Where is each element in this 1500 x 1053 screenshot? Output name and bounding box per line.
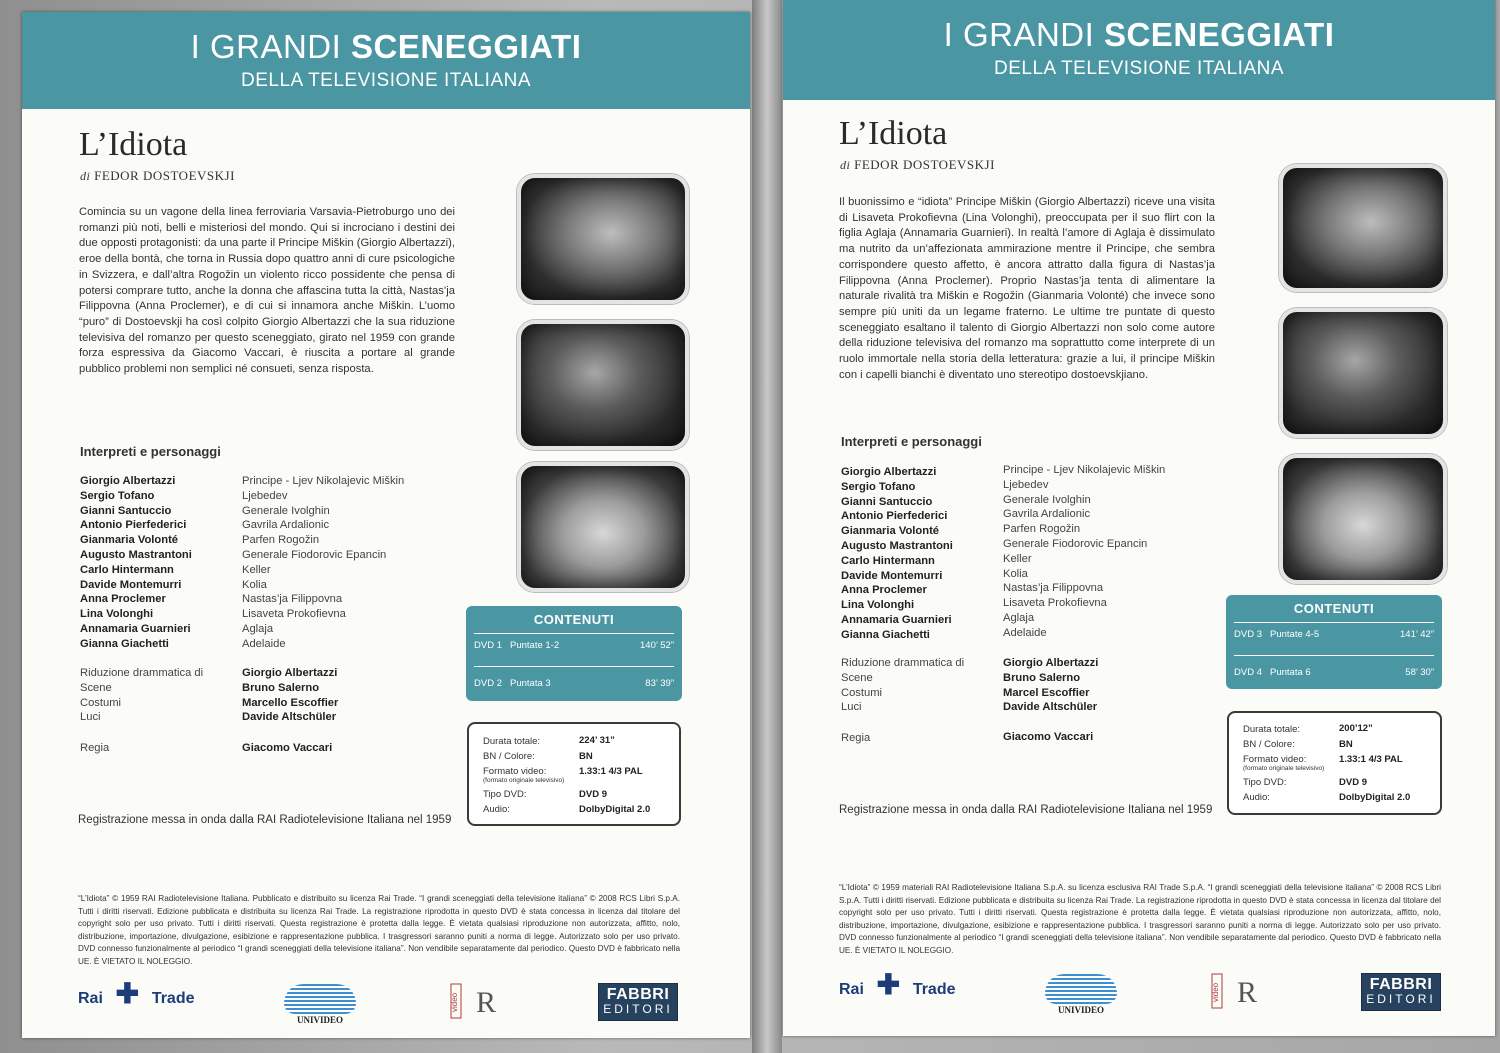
page-title: L’Idiota: [839, 115, 948, 152]
fabbri-editori-logo: [1361, 973, 1441, 1011]
dvd-number: DVD 2: [474, 678, 502, 689]
actor: Augusto Mastrantoni: [841, 539, 953, 552]
actor: Gianni Santuccio: [841, 495, 933, 508]
actor: Giorgio Albertazzi: [80, 475, 176, 487]
dvd-episodes: Puntate 4-5: [1270, 629, 1320, 640]
actor: Lina Volonghi: [841, 599, 915, 612]
role: Parfen Rogožin: [1003, 523, 1081, 536]
banner-subtitle: DELLA TELEVISIONE ITALIANA: [993, 58, 1285, 79]
dvd-duration: 83’ 39”: [645, 678, 674, 689]
rai-trade-logo: [78, 978, 195, 1009]
trade-logo-text: Trade: [912, 981, 956, 998]
right-cover: [783, 0, 1495, 1036]
crew-value: Giorgio Albertazzi: [242, 667, 338, 679]
role: Adelaide: [1003, 626, 1047, 639]
rai-logo-text: Rai: [839, 981, 864, 998]
role: Generale Ivolghin: [242, 504, 330, 517]
dvd-episodes: Puntata 6: [1270, 667, 1311, 678]
actor: Sergio Tofano: [80, 489, 155, 502]
author-line: [840, 157, 995, 173]
crew-label: Costumi: [80, 696, 122, 709]
regia-label: Regia: [80, 742, 110, 754]
contents-heading: CONTENUTI: [533, 612, 615, 627]
fabbri-text: FABBRI: [606, 986, 670, 1003]
role: Generale Fiodorovic Epancin: [1003, 537, 1148, 550]
tech-specs-box: [1227, 711, 1442, 815]
svg-text:R: R: [475, 986, 497, 1019]
crew-label: Costumi: [841, 686, 883, 699]
author-name: FEDOR DOSTOEVSKJI: [94, 168, 235, 183]
role: Keller: [242, 563, 271, 576]
spec-sub: (formato originale televisivo): [483, 777, 565, 784]
crew-value: Marcello Escoffier: [242, 696, 339, 709]
actor: Carlo Hintermann: [80, 563, 174, 576]
cast-roles: [1003, 463, 1165, 641]
author-name: FEDOR DOSTOEVSKJI: [854, 157, 995, 172]
univideo-logo: [1045, 974, 1117, 1014]
spec-label: BN / Colore:: [1243, 739, 1295, 750]
actor: Giorgio Albertazzi: [841, 466, 937, 478]
crew-value: Davide Altschüler: [1003, 701, 1098, 714]
banner-bold: SCENEGGIATI: [1103, 16, 1335, 53]
univideo-text: UNIVIDEO: [296, 1015, 343, 1025]
dvd-number: DVD 3: [1234, 629, 1262, 640]
role: Principe - Ljev Nikolajevic Miškin: [1003, 464, 1166, 476]
actor: Anna Proclemer: [841, 584, 927, 597]
spec-value: BN: [1339, 739, 1353, 750]
author-line: [80, 168, 235, 184]
univideo-logo: [284, 984, 356, 1024]
role: Nastas’ja Filippovna: [1003, 582, 1104, 595]
broadcast-note: Registrazione messa in onda dalla RAI Radiotelevisione Italiana nel 1959: [78, 814, 452, 826]
spec-label: Durata totale:: [1243, 724, 1301, 735]
legal-notice: “L’Idiota” © 1959 materiali RAI Radiotelevisione Italiana S.p.A. su licenza esclusiva RAI Trade S.p.A. “I grandi sceneggiati della televisione italiana” © 2008 RCS Libri S.p.A. Tutti i diritti riservati. Edizione pubblicata e distribuita su licenza Rai Trade. La registrazione riprodotta in questo DVD è stata concessa in licenza dal titolare del copyright solo per uso privato. Tutti i diritti riservati. Questa registrazione è protetta dalla legge. È vietata qualsiasi riproduzione non autorizzata, affitto, nolo, distribuzione, importazione, divulgazione, esibizione e rappresentazione pubblica. I trasgressori saranno puniti a norma di legge. Autorizzato solo per uso privato. DVD connesso funzionalmente al periodico “I grandi sceneggiati della televisione italiana”. Non vendibile separatamente dal periodico. Questo DVD è fabbricato nella UE. È VIETATO IL NOLEGGIO.: [839, 883, 1441, 955]
actor: Antonio Pierfederici: [841, 510, 948, 523]
role: Principe - Ljev Nikolajevic Miškin: [242, 475, 405, 487]
banner-light: I GRANDI: [190, 28, 342, 65]
rai-cross-icon: ✚: [115, 978, 140, 1009]
author-prefix: di: [80, 169, 91, 183]
contents-divider: [474, 666, 674, 667]
crew-values: [1003, 656, 1098, 715]
crew-label: Luci: [841, 701, 862, 714]
actor: Gianna Giachetti: [841, 628, 930, 641]
tech-specs-box: [467, 722, 681, 826]
role: Aglaja: [1003, 611, 1035, 624]
trade-logo-text: Trade: [151, 990, 195, 1007]
role: Gavrila Ardalionic: [1003, 508, 1091, 521]
crew-label: Scene: [841, 671, 873, 684]
spec-label: Tipo DVD:: [483, 789, 527, 800]
role: Ljebedev: [242, 489, 288, 502]
contents-divider: [474, 633, 674, 634]
fabbri-editori-logo: [598, 983, 678, 1021]
author-prefix: di: [840, 158, 851, 172]
contents-box: [1226, 595, 1442, 689]
spec-value: BN: [579, 751, 593, 762]
page-title: L’Idiota: [79, 126, 188, 163]
series-banner: [22, 12, 750, 109]
dvd-episodes: Puntata 3: [510, 678, 551, 689]
role: Gavrila Ardalionic: [242, 519, 330, 532]
role: Lisaveta Prokofievna: [242, 608, 346, 621]
role: Nastas’ja Filippovna: [242, 593, 343, 606]
spec-label: Audio:: [483, 804, 510, 815]
role: Kolia: [1003, 567, 1028, 580]
videoteca-logo: [450, 982, 500, 1022]
crew-label: Luci: [80, 711, 101, 724]
editori-text: EDITORI: [1366, 992, 1436, 1006]
role: Parfen Rogožin: [242, 534, 320, 547]
dvd-duration: 141’ 42”: [1400, 629, 1434, 640]
spec-label: Formato video:: [1243, 754, 1307, 765]
cast-heading: Interpreti e personaggi: [841, 434, 982, 449]
univideo-text: UNIVIDEO: [1057, 1005, 1104, 1015]
spec-value: DVD 9: [579, 789, 607, 800]
spec-value: 200’12”: [1339, 723, 1373, 734]
banner-subtitle: DELLA TELEVISIONE ITALIANA: [240, 70, 532, 91]
still-photo-2: [1279, 308, 1447, 438]
regia-value: Giacomo Vaccari: [1003, 731, 1094, 743]
videoteca-text: video: [1211, 982, 1220, 1002]
actor: Annamaria Guarnieri: [841, 613, 952, 626]
role: Keller: [1003, 552, 1032, 565]
actor: Sergio Tofano: [841, 480, 916, 493]
univideo-stripes-icon: [284, 984, 356, 1014]
actor: Gianni Santuccio: [80, 504, 172, 517]
role: Adelaide: [242, 637, 286, 650]
spec-label: BN / Colore:: [483, 751, 535, 762]
spec-sub: (formato originale televisivo): [1243, 765, 1325, 772]
videoteca-text: video: [450, 992, 459, 1012]
actor: Anna Proclemer: [80, 593, 166, 606]
legal-notice: “L’Idiota” © 1959 RAI Radiotelevisione Italiana. Pubblicato e distribuito su licenza Rai Trade. “I grandi sceneggiati della televisione italiana” © 2008 RCS Libri S.p.A. Tutti i diritti riservati. Edizione pubblicata e distribuita su licenza Rai Trade. La registrazione riprodotta in questo DVD è stata concessa in licenza dal titolare del copyright solo per uso privato. Tutti i diritti riservati. Questa registrazione è protetta dalla legge. È vietata qualsiasi riproduzione non autorizzata, affitto, nolo, distribuzione, importazione, divulgazione, esibizione e rappresentazione pubblica. I trasgressori saranno puniti a norma di legge. Autorizzato solo per uso privato. DVD connesso funzionalmente al periodico “I grandi sceneggiati della televisione italiana”. Non vendibile separatamente dal periodico. Questo DVD è fabbricato nella UE. È VIETATO IL NOLEGGIO.: [78, 894, 680, 966]
actor: Davide Montemurri: [80, 578, 182, 591]
broadcast-note: Registrazione messa in onda dalla RAI Radiotelevisione Italiana nel 1959: [839, 804, 1213, 816]
regia-value: Giacomo Vaccari: [242, 742, 333, 754]
actor: Carlo Hintermann: [841, 554, 935, 567]
actor: Lina Volonghi: [80, 608, 154, 621]
dvd-episodes: Puntate 1-2: [510, 640, 560, 651]
banner-bold: SCENEGGIATI: [350, 28, 582, 65]
contents-heading: CONTENUTI: [1293, 601, 1375, 616]
role: Aglaja: [242, 622, 274, 635]
rai-logo-text: Rai: [78, 990, 103, 1007]
spec-value: DVD 9: [1339, 777, 1367, 788]
cast-actors: [80, 474, 192, 652]
crew-value: Giorgio Albertazzi: [1003, 657, 1099, 669]
cast-roles: [242, 474, 404, 652]
still-photo-2: [517, 320, 689, 450]
contents-divider: [1234, 655, 1434, 656]
spec-label: Audio:: [1243, 792, 1270, 803]
still-photo-3: [1279, 454, 1447, 584]
contents-divider: [1234, 622, 1434, 623]
cast-actors: [841, 465, 953, 643]
role: Ljebedev: [1003, 478, 1049, 491]
crew-value: Bruno Salerno: [242, 681, 320, 694]
crew-label: Scene: [80, 681, 112, 694]
dvd-duration: 140’ 52”: [640, 640, 674, 651]
spec-value: DolbyDigital 2.0: [1339, 792, 1411, 803]
crew-value: Davide Altschüler: [242, 711, 337, 724]
actor: Annamaria Guarnieri: [80, 622, 191, 635]
role: Kolia: [242, 578, 267, 591]
regia-label: Regia: [841, 732, 871, 744]
spec-value: 1.33:1 4/3 PAL: [1339, 754, 1403, 765]
series-banner: [783, 0, 1495, 100]
synopsis: Il buonissimo e “idiota” Principe Miškin (Giorgio Albertazzi) riceve una visita di Lisaveta Prokofievna (Lina Volonghi), preoccupata per il suo flirt con la figlia Aglaja (Annamaria Guarnieri). In realtà l’amore di Aglaja è dissimulato ma nutrito da un’affezionata ammirazione mentre il Principe, che sembra corrispondere questo affetto, è ancora attratto dalla figura di Nastas’ja Filippovna (Anna Proclemer). Proprio Nastas’ja tenta di alimentare la naturale rivalità tra Miškin e Rogožin (Gianmaria Volonté) che invece sono sempre più uniti da un legame fraterno. Le ultime tre puntate di questo sceneggiato esaltano il talento di Giorgio Albertazzi non solo come autore della riduzione televisiva del romanzo ma soprattutto come interprete di un ruolo immortale nella storia della letteratura: grazie a lui, il principe Miškin con i capelli bianchi è diventato uno stereotipo dostoevskjiano.: [839, 196, 1215, 381]
crew-label: Riduzione drammatica di: [80, 667, 204, 679]
actor: Gianmaria Volonté: [841, 525, 940, 538]
actor: Antonio Pierfederici: [80, 519, 187, 532]
rai-trade-logo: [839, 969, 956, 1000]
still-photo-3: [517, 462, 689, 592]
videoteca-logo: [1211, 972, 1261, 1012]
cast-heading: Interpreti e personaggi: [80, 444, 221, 459]
univideo-stripes-icon: [1045, 974, 1117, 1004]
crew-labels: [841, 656, 964, 715]
still-photo-1: [517, 174, 689, 304]
spec-value: 1.33:1 4/3 PAL: [579, 766, 643, 777]
fabbri-text: FABBRI: [1369, 976, 1433, 993]
crew-values: [242, 666, 338, 725]
still-photo-1: [1279, 164, 1447, 292]
dvd-duration: 58’ 30”: [1405, 667, 1434, 678]
spec-value: 224’ 31”: [579, 735, 615, 746]
dvd-number: DVD 1: [474, 640, 502, 651]
contents-box: [466, 606, 682, 701]
dvd-number: DVD 4: [1234, 667, 1262, 678]
spec-label: Tipo DVD:: [1243, 777, 1287, 788]
svg-text:R: R: [1236, 976, 1258, 1009]
spec-label: Formato video:: [483, 766, 547, 777]
actor: Gianmaria Volonté: [80, 534, 179, 547]
actor: Augusto Mastrantoni: [80, 548, 192, 561]
spec-label: Durata totale:: [483, 736, 541, 747]
left-cover: [22, 12, 750, 1038]
crew-value: Bruno Salerno: [1003, 671, 1081, 684]
synopsis: Comincia su un vagone della linea ferroviaria Varsavia-Pietroburgo uno dei romanzi più noti, belli e misteriosi del mondo. Qui si incrociano i destini dei due opposti protagonisti: da una parte il Principe Miškin (Giorgio Albertazzi), eroe della bontà, che torna in Russia dopo quattro anni di cure psicologiche in Svizzera, e dall’altra Rogožin un violento ricco possidente che pensa di potersi comprare tutto, anche la donna che affascina tutta la città, Nastas’ja Filippovna (Anna Proclemer), e di cui si innamora anche Miškin. L’uomo “puro” di Dostoevskji ha così colpito Giorgio Albertazzi che la sua riduzione televisiva del romanzo per questo sceneggiato, girato nel 1959 con grande forza espressiva da Giacomo Vaccari, è riuscita a portare al grande pubblico problemi non semplici né consueti, senza risposta.: [79, 206, 455, 376]
banner-light: I GRANDI: [943, 16, 1095, 53]
case-spine: [752, 0, 782, 1053]
role: Generale Ivolghin: [1003, 493, 1091, 506]
role: Lisaveta Prokofievna: [1003, 597, 1107, 610]
actor: Gianna Giachetti: [80, 637, 169, 650]
crew-labels: [80, 666, 203, 725]
editori-text: EDITORI: [603, 1002, 673, 1016]
spec-value: DolbyDigital 2.0: [579, 804, 651, 815]
actor: Davide Montemurri: [841, 569, 943, 582]
rai-cross-icon: ✚: [876, 969, 901, 1000]
crew-label: Riduzione drammatica di: [841, 657, 965, 669]
crew-value: Marcel Escoffier: [1003, 686, 1090, 699]
role: Generale Fiodorovic Epancin: [242, 548, 387, 561]
